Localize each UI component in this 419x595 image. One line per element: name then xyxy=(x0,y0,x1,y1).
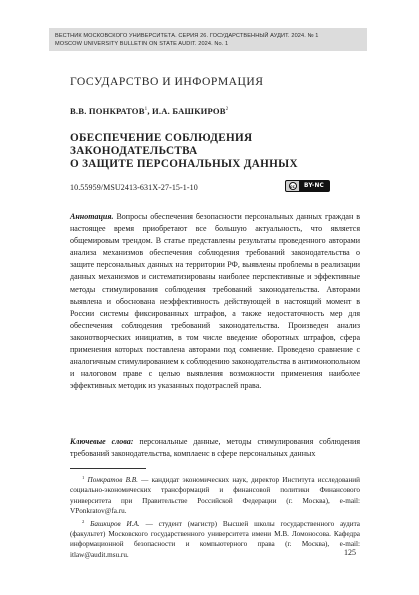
keywords-text: персональные данные, методы стимулирования соблюдения требований законодательства, комплаенс в сфере персональных данных xyxy=(70,437,361,459)
footnote-mark: 1 xyxy=(82,475,85,480)
license-badge xyxy=(285,180,330,192)
footnote-text: — студент (магистр) Высшей школы государственного аудита (факультет) Московского государственного университета имени М.В. Ломоносова. Кафедра информационной безопасности и компьютерного права (г. Москва), e-mail: itlaw@audit.msu.ru. xyxy=(70,519,360,559)
footnote-item xyxy=(70,517,360,561)
article-title-line: ОБЕСПЕЧЕНИЕ СОБЛЮДЕНИЯ xyxy=(70,132,253,144)
doi: 10.55959/MSU2413-631X-27-15-1-10 xyxy=(70,183,198,192)
license-label: BY-NC xyxy=(304,183,324,189)
journal-header-line-en: MOSCOW UNIVERSITY BULLETIN ON STATE AUDIT. 2024. No. 1 xyxy=(55,41,229,47)
cc-icon: cc xyxy=(290,183,295,189)
footnote-mark: 2 xyxy=(225,107,229,112)
journal-header-line-ru: ВЕСТНИК МОСКОВСКОГО УНИВЕРСИТЕТА. СЕРИЯ 26. ГОСУДАРСТВЕННЫЙ АУДИТ. 2024. № 1 xyxy=(55,33,319,39)
article-title-line: О ЗАЩИТЕ ПЕРСОНАЛЬНЫХ ДАННЫХ xyxy=(70,158,298,171)
footnote-author: Башкиров И.А. xyxy=(90,519,140,528)
footnote-mark: 1 xyxy=(144,107,148,112)
author-name: И.А. БАШКИРОВ xyxy=(152,106,226,116)
authors-line xyxy=(70,106,228,116)
abstract xyxy=(70,211,360,392)
footnote-item xyxy=(70,473,360,517)
keywords xyxy=(70,436,360,460)
author-separator: , xyxy=(147,106,153,116)
section-title: ГОСУДАРСТВО И ИНФОРМАЦИЯ xyxy=(70,75,264,88)
abstract-label: Аннотация. xyxy=(70,212,114,221)
journal-header xyxy=(49,28,367,51)
page-number: 125 xyxy=(344,548,356,557)
footnote-text: — кандидат экономических наук, директор Института исследований социально-экономических трансформаций и финансовой политики Финансового университета при Правительстве Российской Федерации (г. Москва), e-mail: VPonkratov@fa.ru. xyxy=(70,476,360,516)
footnote-mark: 2 xyxy=(82,518,85,524)
article-title xyxy=(70,132,350,172)
cc-icon-area xyxy=(286,181,299,191)
footnotes xyxy=(70,473,360,560)
keywords-label: Ключевые слова: xyxy=(70,437,134,446)
article-title-line: ЗАКОНОДАТЕЛЬСТВА xyxy=(70,145,198,158)
abstract-text: Вопросы обеспечения безопасности персональных данных граждан в настоящее время приобретают все большую актуальность, что является общемировым трендом. В статье представлены результаты проведенного авторами анализа механизмов обеспечения соблюдения требований законодательства о защите персональных данных на территории РФ, выявлены проблемы в реализации данных механизмов и систематизированы наиболее перспективные и эффективные методы стимулирования соблюдения требований законодательства. Авторами выявлена и обоснована неэффективность действующей в настоящий момент в России системы фиксированных штрафов, а также недостаточность мер для обеспечения соблюдения требований законодательства. Произведен анализ законотворческих инициатив, в том числе введение оборотных штрафов, сфера применения которых поставлена авторами под сомнение. Проведено сравнение с аналогичным стимулированием к соблюдению законодательства в антимонопольном и налоговом праве с целью выявления возможности применения наиболее эффективных методик из указанных подотраслей права. xyxy=(70,212,360,391)
footnote-divider xyxy=(70,468,146,469)
author-name: В.В. ПОНКРАТОВ xyxy=(70,106,145,116)
footnote-author: Понкратов В.В. xyxy=(87,476,138,484)
